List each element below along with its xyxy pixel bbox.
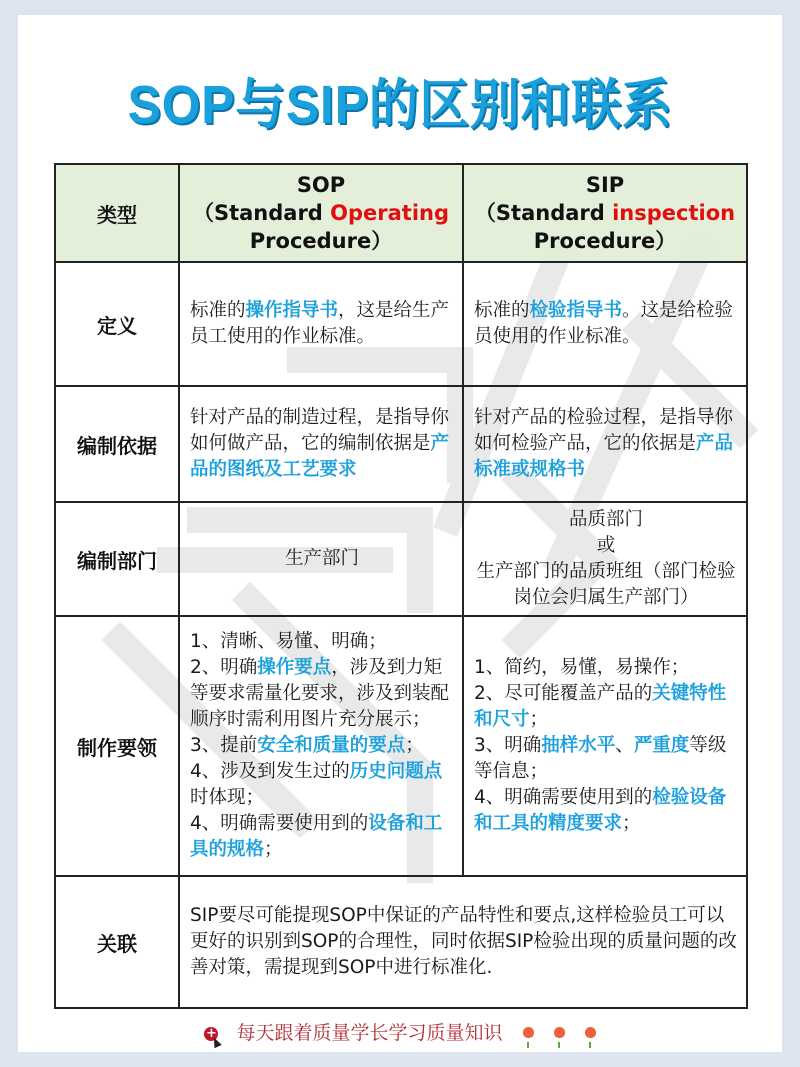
highlight-text: 抽样水平 xyxy=(541,735,616,756)
body-text: 4、涉及到发生过的 xyxy=(190,761,350,782)
header-sip-highlight: inspection xyxy=(612,201,736,225)
table-row-definition xyxy=(55,262,747,386)
highlight-text: 操作指导书 xyxy=(245,300,339,321)
body-text: 1、清晰、易懂、明确； xyxy=(190,631,387,652)
header-sop-close: Procedure） xyxy=(249,229,393,253)
table-row-department xyxy=(55,502,747,616)
tulip-icon xyxy=(554,1023,565,1048)
header-type-label: 类型 xyxy=(55,164,179,262)
body-text: 3、提前 xyxy=(190,735,258,756)
header-sip-open: （Standard xyxy=(474,201,613,225)
body-text: 等级等信息； xyxy=(474,735,727,782)
highlight-text: 设备和工具的规格 xyxy=(190,813,443,860)
highlight-text: 安全和质量的要点 xyxy=(257,735,406,756)
row-label: 定义 xyxy=(55,262,179,386)
footer-text: 每天跟着质量学长学习质量知识 xyxy=(236,1022,503,1044)
body-text: 4、明确需要使用到的 xyxy=(190,813,369,834)
header-sop-highlight: Operating xyxy=(330,201,450,225)
sop-cell xyxy=(179,386,463,502)
page-title: SOP与SIP的区别和联系 xyxy=(127,75,673,135)
body-text: 标准的 xyxy=(474,300,530,321)
header-sop-open: （Standard xyxy=(192,201,331,225)
plus-circle-icon[interactable]: + xyxy=(204,1027,218,1041)
sip-cell xyxy=(463,616,747,876)
body-text: ； xyxy=(622,813,641,834)
body-text: 。这是给检验员使用的作业标准。 xyxy=(474,300,734,347)
header-sop xyxy=(179,164,463,262)
highlight-text: 检验设备和工具的精度要求 xyxy=(474,787,727,834)
sip-line: 或 xyxy=(596,535,616,556)
body-text: 3、明确 xyxy=(474,735,542,756)
footer-banner xyxy=(0,1018,800,1048)
sip-cell xyxy=(463,386,747,502)
body-text: 1、简约，易懂，易操作； xyxy=(474,657,690,678)
body-text: 4、明确需要使用到的 xyxy=(474,787,653,808)
table-row-relation xyxy=(55,876,747,1008)
cursor-icon xyxy=(211,1036,222,1048)
body-text: ； xyxy=(405,735,424,756)
sip-cell xyxy=(463,502,747,616)
row-label: 编制部门 xyxy=(55,502,179,616)
sop-cell xyxy=(179,262,463,386)
body-text: 针对产品的检验过程，是指导你如何检验产品，它的依据是 xyxy=(474,407,734,454)
tulip-icon xyxy=(523,1023,534,1048)
header-sip-abbr: SIP xyxy=(585,173,625,197)
table-header-row xyxy=(55,164,747,262)
header-sop-abbr: SOP xyxy=(296,173,346,197)
body-text: ，涉及到力矩等要求需量化要求，涉及到装配顺序时需利用图片充分展示； xyxy=(190,657,450,730)
row-label: 制作要领 xyxy=(55,616,179,876)
highlight-text: 检验指导书 xyxy=(529,300,623,321)
highlight-text: 关键特性和尺寸 xyxy=(474,683,727,730)
sop-cell: 生产部门 xyxy=(179,502,463,616)
relation-cell: SIP要尽可能提现SOP中保证的产品特性和要点,这样检验员工可以更好的识别到SOP的合理性，同时依据SIP检验出现的质量问题的改善对策，需提现到SOP中进行标准化. xyxy=(179,876,747,1008)
sip-line: 生产部门的品质班组（部门检验岗位会归属生产部门） xyxy=(476,561,736,608)
body-text: 标准的 xyxy=(190,300,246,321)
highlight-text: 历史问题点 xyxy=(349,761,443,782)
body-text: ，这是给生产员工使用的作业标准。 xyxy=(190,300,450,347)
highlight-text: 操作要点 xyxy=(257,657,332,678)
body-text: 、 xyxy=(615,735,634,756)
table-row-key-points xyxy=(55,616,747,876)
table-row-basis xyxy=(55,386,747,502)
highlight-text: 严重度 xyxy=(633,735,690,756)
body-text: ； xyxy=(264,839,283,860)
body-text: 2、尽可能覆盖产品的 xyxy=(474,683,653,704)
body-text: 时体现； xyxy=(190,787,265,808)
body-text: 2、明确 xyxy=(190,657,258,678)
sop-cell xyxy=(179,616,463,876)
sip-line: 品质部门 xyxy=(568,509,643,530)
row-label: 关联 xyxy=(55,876,179,1008)
body-text: 针对产品的制造过程，是指导你如何做产品，它的编制依据是 xyxy=(190,407,450,454)
row-label: 编制依据 xyxy=(55,386,179,502)
header-sip xyxy=(463,164,747,262)
sip-cell xyxy=(463,262,747,386)
header-sip-close: Procedure） xyxy=(533,229,677,253)
body-text: ； xyxy=(529,709,549,730)
highlight-text: 产品标准或规格书 xyxy=(474,433,734,480)
tulip-icon xyxy=(585,1023,596,1048)
highlight-text: 产品的图纸及工艺要求 xyxy=(190,433,450,480)
comparison-table xyxy=(54,163,748,1009)
